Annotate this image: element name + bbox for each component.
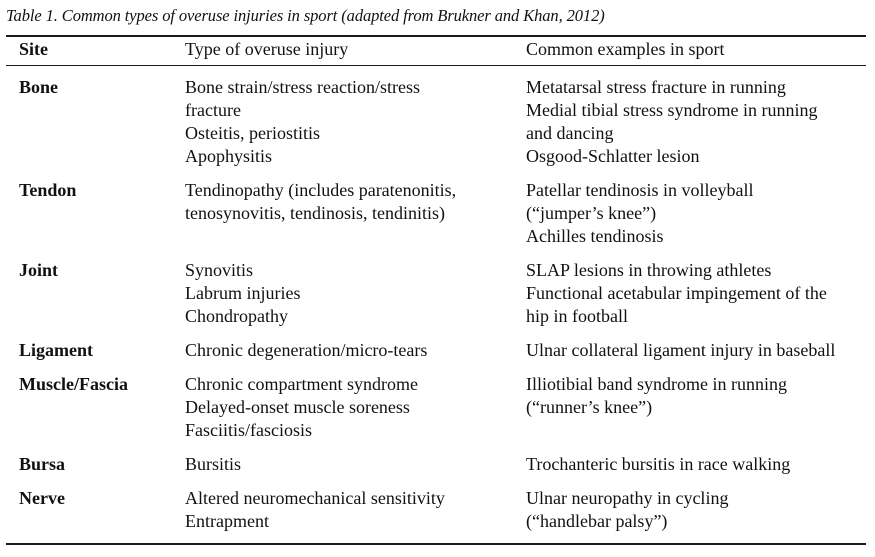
injury-type-line: Chronic degeneration/micro-tears — [185, 340, 428, 360]
table-bottom-rule — [6, 543, 866, 545]
header-type: Type of overuse injury — [185, 39, 349, 59]
injury-type-cell — [185, 453, 241, 476]
table-caption: Table 1. Common types of overuse injuries in sport (adapted from Brukner and Khan, 2012) — [6, 6, 605, 25]
injury-type-line: fracture — [185, 100, 241, 120]
example-line: Functional acetabular impingement of the — [526, 283, 827, 303]
injury-type-line: Altered neuromechanical sensitivity — [185, 488, 445, 508]
injury-type-cell — [185, 76, 420, 168]
header-rule — [6, 65, 866, 66]
site-cell: Ligament — [19, 340, 93, 360]
example-line: Trochanteric bursitis in race walking — [526, 454, 791, 474]
table-top-rule — [6, 35, 866, 37]
injury-type-cell — [185, 259, 300, 328]
examples-cell — [526, 179, 753, 248]
injury-type-line: Synovitis — [185, 260, 254, 280]
example-line: (“handlebar palsy”) — [526, 511, 668, 531]
injury-type-line: Bursitis — [185, 454, 242, 474]
example-line: (“runner’s knee”) — [526, 397, 653, 417]
site-cell: Nerve — [19, 488, 65, 508]
example-line: Ulnar collateral ligament injury in baseball — [526, 340, 836, 360]
example-line: Achilles tendinosis — [526, 226, 664, 246]
injury-type-line: Chronic compartment syndrome — [185, 374, 418, 394]
injury-type-cell — [185, 339, 427, 362]
site-cell: Bursa — [19, 454, 66, 474]
example-line: hip in football — [526, 306, 628, 326]
injury-type-cell — [185, 373, 418, 442]
injury-type-line: Labrum injuries — [185, 283, 301, 303]
example-line: Illiotibial band syndrome in running — [526, 374, 787, 394]
injury-type-line: Delayed-onset muscle soreness — [185, 397, 410, 417]
injury-type-line: Chondropathy — [185, 306, 288, 326]
injury-type-line: Apophysitis — [185, 146, 273, 166]
injury-type-line: Entrapment — [185, 511, 269, 531]
example-line: SLAP lesions in throwing athletes — [526, 260, 772, 280]
examples-cell — [526, 339, 835, 362]
example-line: Patellar tendinosis in volleyball — [526, 180, 754, 200]
injury-type-line: Fasciitis/fasciosis — [185, 420, 312, 440]
examples-cell — [526, 259, 827, 328]
injury-type-cell — [185, 487, 445, 533]
injury-type-line: Tendinopathy (includes paratenonitis, — [185, 180, 457, 200]
example-line: Osgood-Schlatter lesion — [526, 146, 700, 166]
site-cell: Bone — [19, 77, 59, 97]
example-line: (“jumper’s knee”) — [526, 203, 657, 223]
injury-type-line: tenosynovitis, tendinosis, tendinitis) — [185, 203, 445, 223]
site-cell: Joint — [19, 260, 59, 280]
injury-type-line: Bone strain/stress reaction/stress — [185, 77, 420, 97]
examples-cell — [526, 453, 790, 476]
examples-cell — [526, 76, 817, 168]
example-line: Ulnar neuropathy in cycling — [526, 488, 729, 508]
example-line: Metatarsal stress fracture in running — [526, 77, 786, 97]
site-cell: Tendon — [19, 180, 77, 200]
example-line: Medial tibial stress syndrome in running — [526, 100, 818, 120]
header-site: Site — [19, 39, 48, 59]
site-cell: Muscle/Fascia — [19, 374, 128, 394]
example-line: and dancing — [526, 123, 614, 143]
injury-type-cell — [185, 179, 456, 225]
examples-cell — [526, 487, 728, 533]
header-examples: Common examples in sport — [526, 39, 725, 59]
examples-cell — [526, 373, 787, 419]
injury-type-line: Osteitis, periostitis — [185, 123, 320, 143]
